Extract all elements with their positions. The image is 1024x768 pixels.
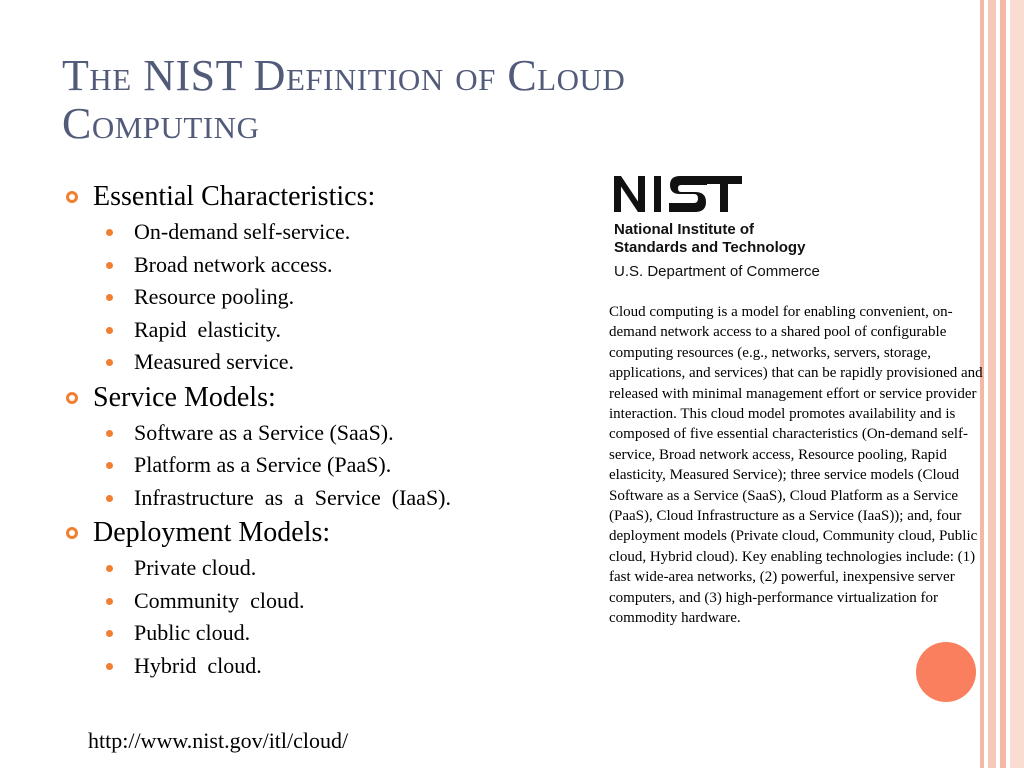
bullet-content <box>62 178 602 682</box>
sub-list <box>62 552 602 682</box>
dot-bullet-icon <box>106 462 113 469</box>
list-item-text: Community cloud. <box>134 587 305 613</box>
list-item <box>62 482 602 515</box>
sub-list <box>62 417 602 515</box>
logo-name-line2: Standards and Technology <box>614 239 806 256</box>
dot-bullet-icon <box>106 565 113 572</box>
list-item <box>62 216 602 249</box>
stripe <box>1000 0 1006 768</box>
section-heading-text: Deployment Models: <box>93 517 331 548</box>
ring-bullet-icon <box>66 191 78 203</box>
definition-paragraph: Cloud computing is a model for enabling convenient, on-demand network access to a shared pool of configurable computing resources (e.g., networks, servers, storage, applications, and services) that can be rapidly provisioned and released with minimal management effort or service provider interaction. This cloud model promotes availability and is composed of five essential characteristics (On-demand self-service, Broad network access, Resource pooling, Rapid elasticity, Measured Service); three service models (Cloud Software as a Service (SaaS), Cloud Platform as a Service (PaaS), Cloud Infrastructure as a Service (IaaS)); and, four deployment models (Private cloud, Community cloud, Public cloud, Hybrid cloud). Key enabling technologies include: (1) fast wide-area networks, (2) powerful, inexpensive server computers, and (3) high-performance virtualization for commodity hardware. <box>609 304 983 627</box>
logo-name-line1: National Institute of <box>614 221 754 238</box>
dot-bullet-icon <box>106 262 113 269</box>
list-item <box>62 314 602 347</box>
list-item-text: Rapid elasticity. <box>134 316 282 342</box>
section-service-models <box>62 379 602 515</box>
source-url-text: http://www.nist.gov/itl/cloud/ <box>88 728 349 753</box>
dot-bullet-icon <box>106 663 113 670</box>
section-heading <box>62 178 602 216</box>
sub-list <box>62 216 602 379</box>
list-item <box>62 617 602 650</box>
dot-bullet-icon <box>106 327 113 334</box>
nist-logo-icon <box>612 174 744 214</box>
list-item <box>62 585 602 618</box>
decorative-circle <box>916 642 976 702</box>
list-item-text: Infrastructure as a Service (IaaS). <box>134 484 452 510</box>
section-heading <box>62 514 602 552</box>
list-item <box>62 552 602 585</box>
list-item <box>62 449 602 482</box>
dot-bullet-icon <box>106 495 113 502</box>
section-heading-text: Essential Characteristics: <box>93 181 376 212</box>
list-item-text: On-demand self-service. <box>134 219 351 244</box>
section-essential-characteristics <box>62 178 602 379</box>
stripe <box>1010 0 1024 768</box>
list-item <box>62 650 602 683</box>
list-item-text: Software as a Service (SaaS). <box>134 419 394 445</box>
list-item-text: Private cloud. <box>134 555 257 580</box>
list-item-text: Broad network access. <box>134 251 333 277</box>
list-item-text: Resource pooling. <box>134 284 295 309</box>
dot-bullet-icon <box>106 430 113 437</box>
ring-bullet-icon <box>66 392 78 404</box>
dot-bullet-icon <box>106 630 113 637</box>
section-deployment-models <box>62 514 602 682</box>
nist-logo <box>612 174 852 284</box>
list-item-text: Measured service. <box>134 349 295 374</box>
list-item <box>62 249 602 282</box>
list-item-text: Platform as a Service (PaaS). <box>134 452 392 477</box>
list-item <box>62 346 602 379</box>
list-item-text: Hybrid cloud. <box>134 652 262 678</box>
section-heading-text: Service Models: <box>93 381 276 413</box>
slide-title: The NIST Definition of Cloud Computing <box>62 51 626 148</box>
dot-bullet-icon <box>106 598 113 605</box>
list-item <box>62 281 602 314</box>
stripe <box>988 0 996 768</box>
section-heading <box>62 379 602 417</box>
ring-bullet-icon <box>66 527 78 539</box>
list-item <box>62 417 602 450</box>
list-item-text: Public cloud. <box>134 620 251 645</box>
dot-bullet-icon <box>106 294 113 301</box>
dot-bullet-icon <box>106 229 113 236</box>
logo-department-line: U.S. Department of Commerce <box>614 263 820 280</box>
dot-bullet-icon <box>106 359 113 366</box>
